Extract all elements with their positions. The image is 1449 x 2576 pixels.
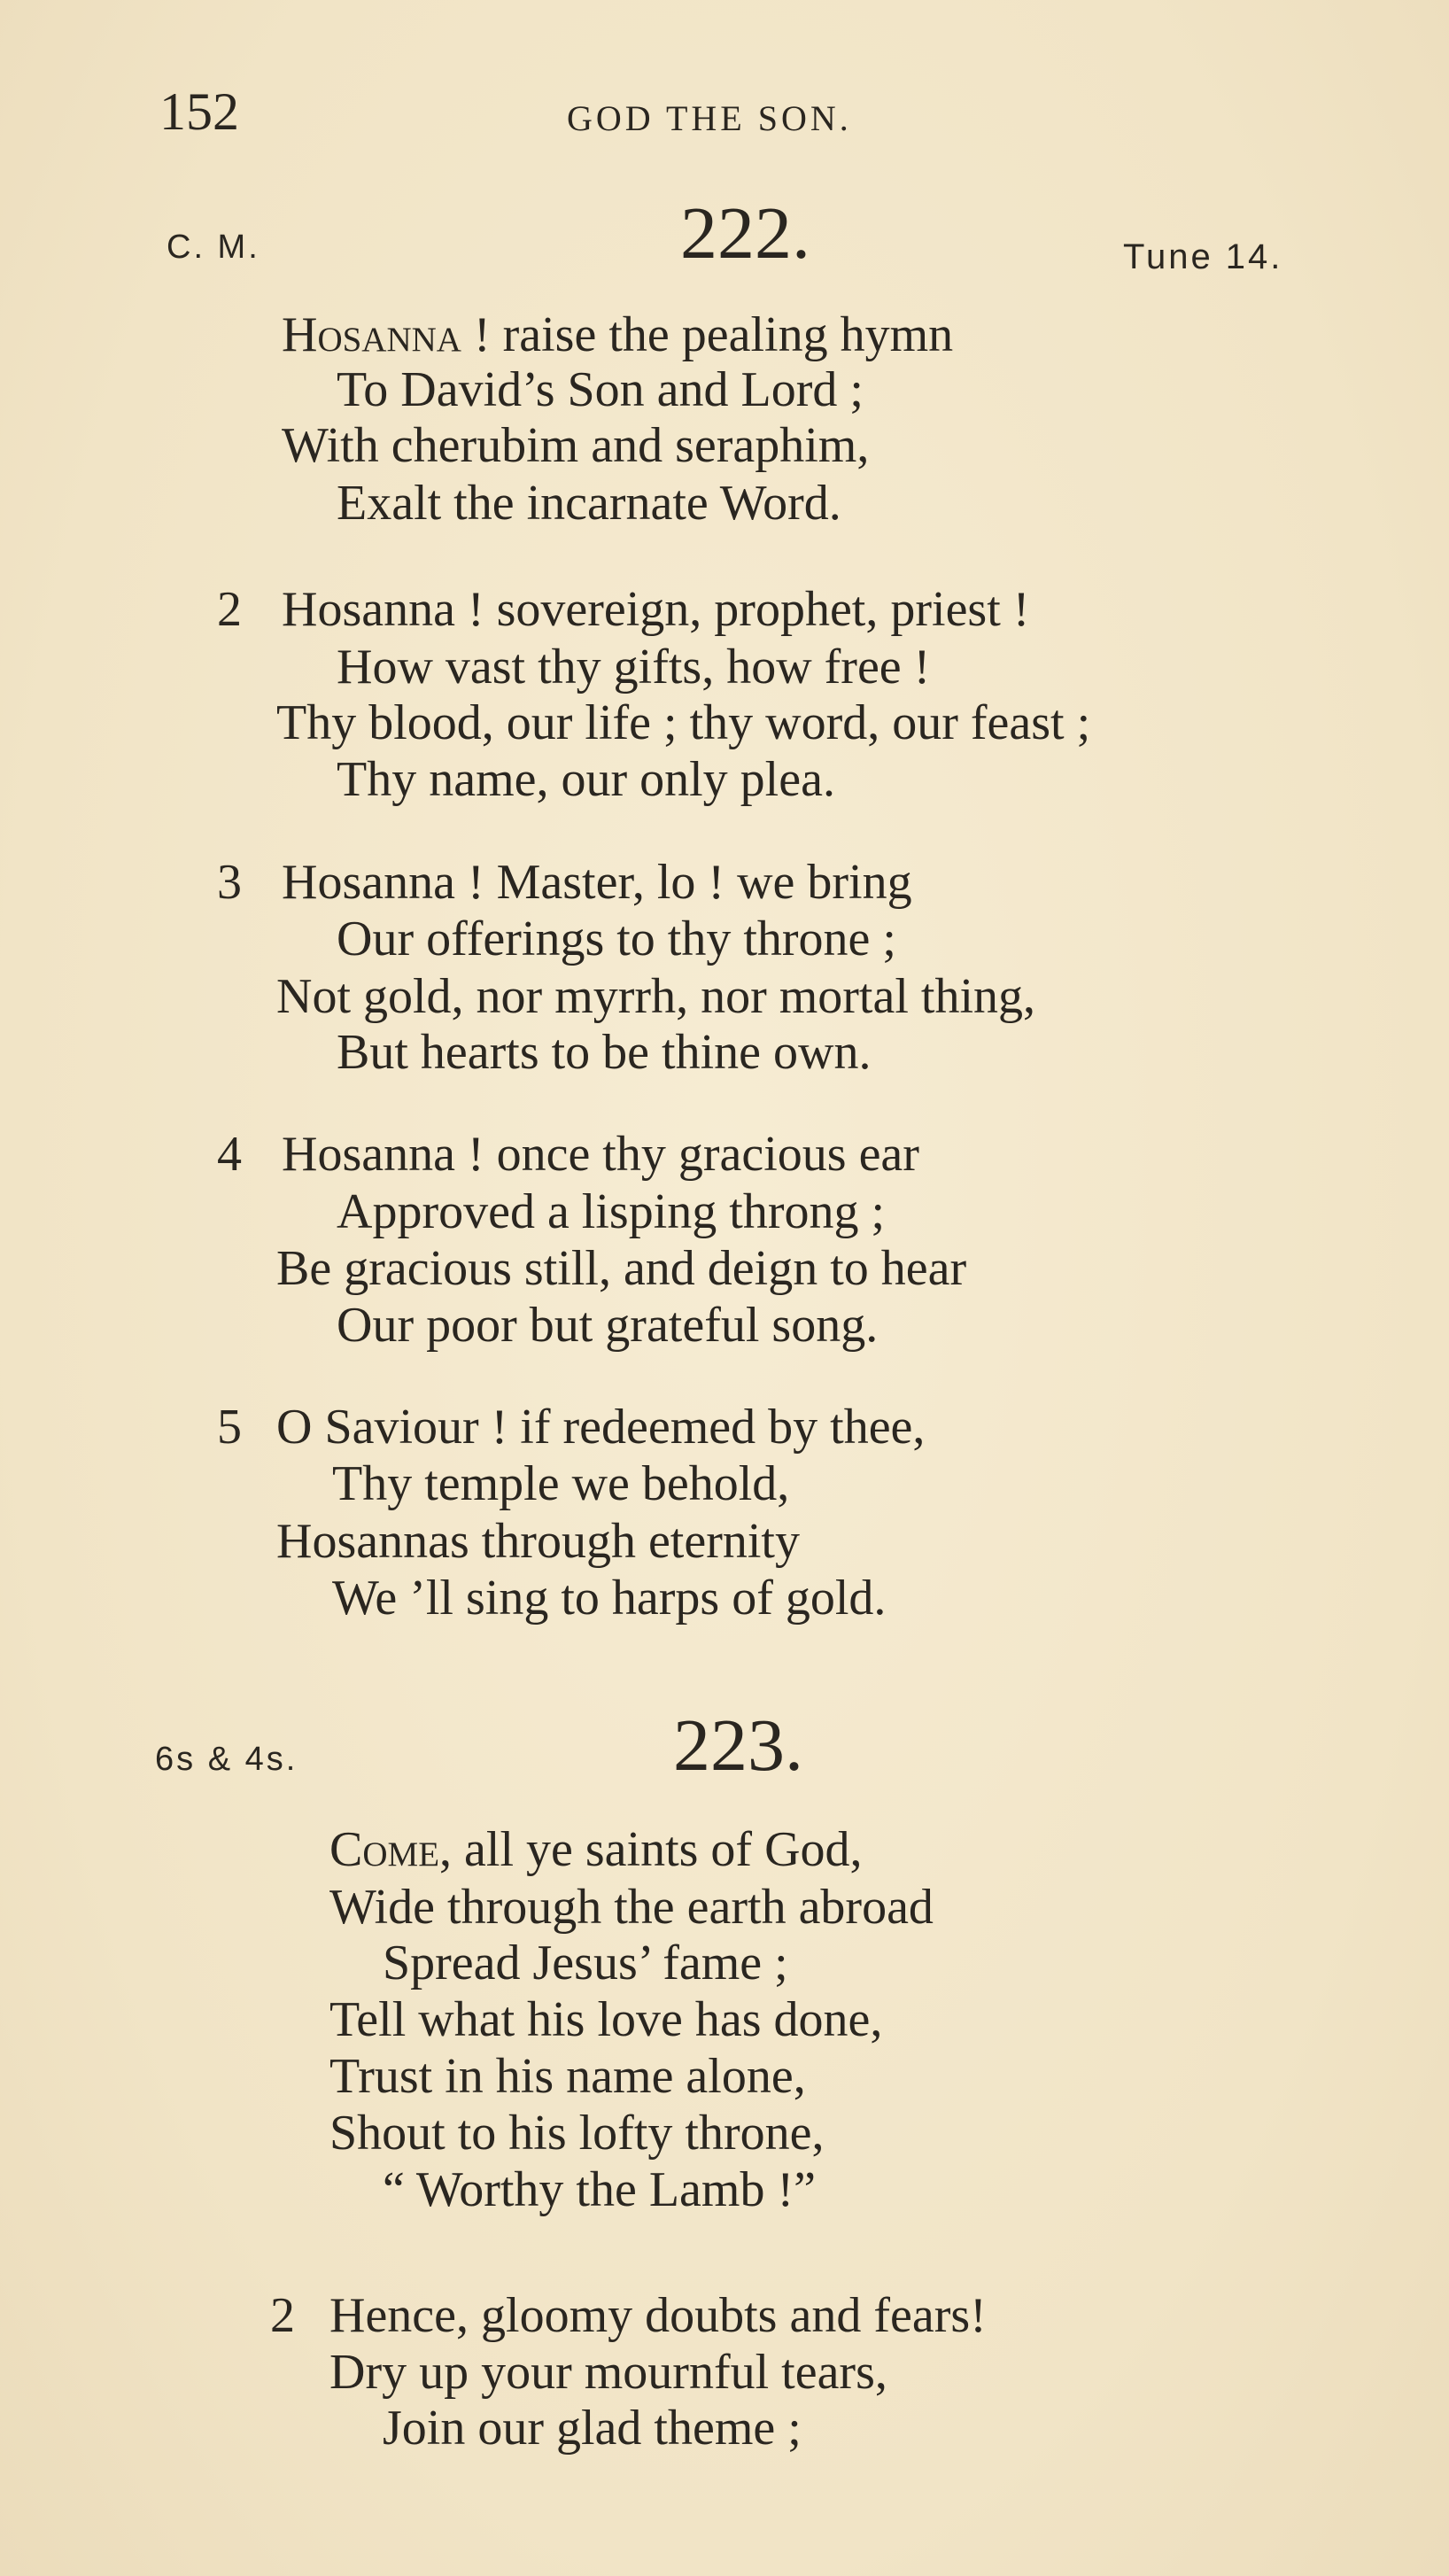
- verse-line: Spread Jesus’ fame ;: [383, 1936, 788, 1990]
- verse-number: 3: [217, 855, 242, 910]
- verse-line: Approved a lisping throng ;: [337, 1184, 886, 1239]
- hymn-number: 223.: [673, 1704, 803, 1787]
- verse-line: Be gracious still, and deign to hear: [276, 1241, 967, 1296]
- verse-line: O Saviour ! if redeemed by thee,: [276, 1400, 926, 1455]
- verse-line: Join our glad theme ;: [383, 2401, 802, 2456]
- verse-line: Hosanna ! sovereign, prophet, priest !: [282, 582, 1030, 637]
- hymn-number: 222.: [680, 192, 810, 275]
- verse-line: Thy blood, our life ; thy word, our feast ;: [276, 695, 1091, 750]
- page-number: 152: [159, 82, 239, 141]
- tune-label: Tune 14.: [1123, 237, 1283, 276]
- verse-number: 5: [217, 1400, 242, 1455]
- meter-label: 6s & 4s.: [155, 1741, 298, 1778]
- verse-line: Tell what his love has done,: [329, 1992, 883, 2047]
- verse-line: Our poor but grateful song.: [337, 1298, 879, 1353]
- meter-label: C. M.: [167, 229, 260, 266]
- verse-line: Hosannas through eternity: [276, 1514, 800, 1569]
- verse-line: “ Worthy the Lamb !”: [383, 2162, 816, 2217]
- verse-line: Thy temple we behold,: [332, 1456, 790, 1511]
- verse-line: Trust in his name alone,: [329, 2049, 806, 2104]
- verse-line: How vast thy gifts, how free !: [337, 640, 931, 694]
- verse-line: We ’ll sing to harps of gold.: [332, 1571, 887, 1626]
- verse-number: 2: [270, 2288, 295, 2343]
- verse-line: Hosanna ! once thy gracious ear: [282, 1127, 919, 1182]
- verse-line: Thy name, our only plea.: [337, 752, 835, 807]
- verse-line: Wide through the earth abroad: [329, 1880, 934, 1935]
- verse-line: Come, all ye saints of God,: [329, 1822, 863, 1877]
- verse-line: With cherubim and seraphim,: [282, 418, 870, 473]
- verse-line: Shout to his lofty throne,: [329, 2106, 825, 2161]
- verse-line: Hosanna ! raise the pealing hymn: [282, 307, 954, 362]
- verse-number: 2: [217, 582, 242, 637]
- verse-line: Hence, gloomy doubts and fears!: [329, 2288, 987, 2343]
- verse-line: Exalt the incarnate Word.: [337, 476, 841, 531]
- verse-line: But hearts to be thine own.: [337, 1025, 872, 1080]
- verse-line: Dry up your mournful tears,: [329, 2345, 887, 2400]
- verse-line: Our offerings to thy throne ;: [337, 912, 896, 966]
- verse-line: Hosanna ! Master, lo ! we bring: [282, 855, 912, 910]
- running-head: GOD THE SON.: [567, 98, 852, 138]
- verse-line: To David’s Son and Lord ;: [337, 362, 864, 417]
- verse-line: Not gold, nor myrrh, nor mortal thing,: [276, 969, 1036, 1024]
- verse-number: 4: [217, 1127, 242, 1182]
